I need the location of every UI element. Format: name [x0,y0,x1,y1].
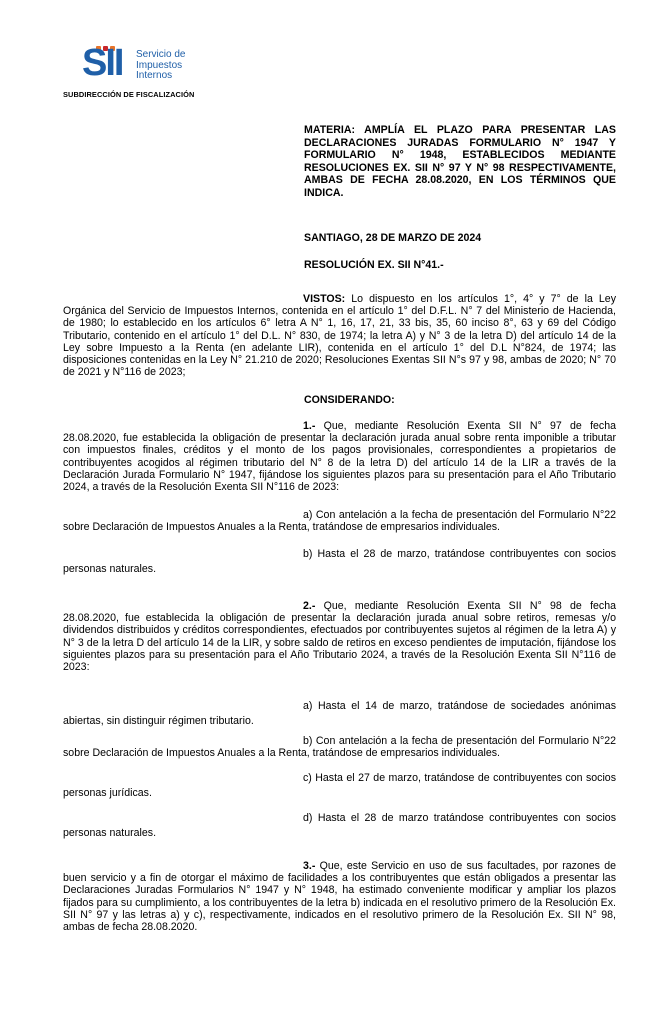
resolution-number: RESOLUCIÓN EX. SII N°41.- [304,259,444,271]
logo-mark: SII [82,42,123,84]
considerando-1: 1.- Que, mediante Resolución Exenta SII N° 97 de fecha 28.08.2020, fue establecida la obligación de presentar la declaración jurada anual sobre renta imponible a tributar con impuestos finales, créditos y el monto de los pagos provisionales, correspondientes a propietarios de contribuyentes acogidos al régimen tributario del N° 8 de la letra D) del artículo 14 de la LIR a través de la Declaración Jurada Formulario N° 1947, fijándose los siguientes plazos para su presentación para el Año Tributario 2024, a través de la Resolución Exenta SII N°116 de 2023: [63,420,616,494]
materia-block: MATERIA: AMPLÍA EL PLAZO PARA PRESENTAR LAS DECLARACIONES JURADAS FORMULARIO N° 1947 Y FORMULARIO N° 1948, ESTABLECIDOS MEDIANTE RESOLUCIONES EX. SII N° 97 Y N° 98 RESPECTIVAMENTE, AMBAS DE FECHA 28.08.2020, EN LOS TÉRMINOS QUE INDICA. [304,124,616,199]
place-date: SANTIAGO, 28 DE MARZO DE 2024 [304,232,482,244]
considerando-1-b: b) Hasta el 28 de marzo, tratándose contribuyentes con socios personas naturales. [63,548,616,575]
considerando-heading: CONSIDERANDO: [304,394,395,406]
considerando-1-a: a) Con antelación a la fecha de presentación del Formulario N°22 sobre Declaración de Impuestos Anuales a la Renta, tratándose de empresarios individuales. [63,509,616,534]
considerando-3: 3.- Que, este Servicio en uso de sus facultades, por razones de buen servicio y a fin de otorgar el máximo de facilidades a los contribuyentes que están obligados a presentar las Declaraciones Juradas Formularios N° 1947 y N° 1948, ha estimado conveniente modificar y ampliar los plazos fijados para su cumplimiento, a los contribuyentes de la letra b) indicada en el resolutivo primero de la Resolución Ex. SII N° 97 y las letras a) y c), respectivamente, indicados en el resolutivo primero de la Resolución Ex. SII N° 98, ambas de fecha 28.08.2020. [63,860,616,934]
considerando-2-c: c) Hasta el 27 de marzo, tratándose de contribuyentes con socios personas jurídicas. [63,772,616,799]
vistos-label: VISTOS: [303,293,346,305]
logo-text: Servicio de Impuestos Internos [136,49,186,81]
considerando-2: 2.- Que, mediante Resolución Exenta SII N° 98 de fecha 28.08.2020, fue establecida la obligación de presentar la declaración jurada anual sobre retiros, remesas y/o dividendos distribuidos y créditos correspondientes, efectuados por contribuyentes sujetos al régimen de la letra A) y N° 3 de la letra D del artículo 14 de la LIR, y sobre saldo de retiros en exceso pendientes de imputación, fijándose los siguientes plazos para su presentación para el Año Tributario 2024, a través de la Resolución Exenta SII N°116 de 2023: [63,600,616,674]
considerando-2-b: b) Con antelación a la fecha de presentación del Formulario N°22 sobre Declaración de Impuestos Anuales a la Renta, tratándose de empresarios individuales. [63,735,616,760]
sii-logo [82,40,212,86]
considerando-2-a: a) Hasta el 14 de marzo, tratándose de sociedades anónimas abiertas, sin distinguir régimen tributario. [63,700,616,727]
subdirection-label: SUBDIRECCIÓN DE FISCALIZACIÓN [63,90,195,99]
vistos-paragraph: VISTOS: Lo dispuesto en los artículos 1°, 4° y 7° de la Ley Orgánica del Servicio de Impuestos Internos, contenida en el artículo 1° del D.F.L. N° 7 del Ministerio de Hacienda, de 1980; lo establecido en los artículos 6° letra A N° 1, 16, 17, 21, 33 bis, 35, 60 inciso 8°, 63 y 69 del Código Tributario, contenido en el artículo 1° del D.L. N° 830, de 1974; la letra A) y N° 3 de la letra D) del artículo 14 de la Ley sobre Impuesto a la Renta (en adelante LIR), contenida en el artículo 1° del D.L N°824, de 1974; las disposiciones contenidas en la Ley N° 21.210 de 2020; Resoluciones Exentas SII N°s 97 y 98, ambas de 2020; N° 70 de 2021 y N°116 de 2023; [63,293,616,379]
considerando-2-d: d) Hasta el 28 de marzo tratándose contribuyentes con socios personas naturales. [63,812,616,839]
